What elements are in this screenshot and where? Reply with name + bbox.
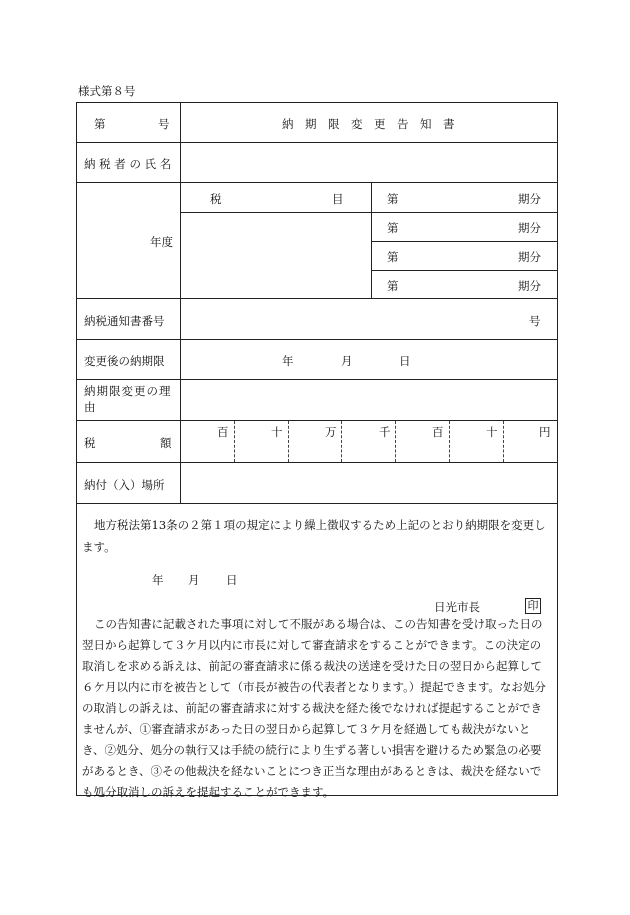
amount-digit-unit: 百 [432,425,444,439]
deadline-year-unit: 年 [282,354,294,368]
issue-day-unit: 日 [226,573,238,587]
fiscal-year-field[interactable] [82,184,146,297]
period-label: 第 [387,192,399,206]
digit-separator [288,421,289,462]
label-column-divider [180,102,181,503]
divider [76,503,558,504]
divider [372,241,558,242]
amount-label-right: 額 [160,436,172,450]
amount-digit-unit: 百 [217,425,229,439]
digit-separator [341,421,342,462]
divider [372,270,558,271]
period-label: 第 [387,221,399,235]
payment-place-label: 納付（入）場所 [84,478,165,492]
divider [181,212,558,213]
new-deadline-label: 変更後の納期限 [84,354,165,368]
divider [76,462,558,463]
amount-digit-unit: 円 [539,425,551,439]
period-unit: 期分 [518,221,541,235]
digit-separator [503,421,504,462]
tax-item-label-left: 税 [210,192,222,206]
reason-label: 納期限変更の理由 [84,384,172,414]
issue-year-unit: 年 [152,573,164,587]
taxpayer-name-field[interactable] [182,144,557,181]
period-unit: 期分 [518,250,541,264]
payment-place-field[interactable] [182,464,557,502]
divider [76,182,558,183]
period-unit: 期分 [518,192,541,206]
fiscal-year-label: 年度 [150,235,173,249]
period-label: 第 [387,250,399,264]
statement-text: 地方税法第13条の２第１項の規定により繰上徴収するため上記のとおり納期限を変更します。 [82,518,546,554]
notice-number-label: 納税通知書番号 [84,314,165,328]
appeal-notice-text: この告知書に記載された事項に対して不服がある場合は、この告知書を受け取った日の翌日から起算して３ケ月以内に市長に対して審査請求をすることができます。この決定の取消しを求める訴えは、前記の審査請求に係る裁決の送達を受けた日の翌日から起算して６ケ月以内に市を被告として（市長が被告の代表者となります。）提起できます。なお処分の取消しの訴えは、前記の審査請求に対する裁決を経た後でなければ提起することができませんが、①審査請求があった日の翌日から起算して３ケ月を経過しても裁決がないとき、②処分、処分の執行又は手続の続行により生ずる著しい損害を避けるため緊急の必要があるとき、③その他裁決を経ないことにつき正当な理由があるときは、裁決を経ないでも処分取消しの訴えを提起することができます。 [82,617,546,799]
digit-separator [234,421,235,462]
digit-separator [449,421,450,462]
number-label-left: 第 [94,117,106,131]
divider [76,339,558,340]
divider [76,379,558,380]
amount-digit-unit: 万 [325,425,337,439]
tax-item-label-right: 目 [332,192,344,206]
divider [76,420,558,421]
amount-digit-unit: 十 [271,425,283,439]
seal-stamp: 印 [525,598,541,614]
deadline-month-unit: 月 [341,354,353,368]
amount-digit-unit: 十 [486,425,498,439]
issuer-name: 日光市長 [434,600,480,614]
issue-month-unit: 月 [188,573,200,587]
divider [76,298,558,299]
amount-label-left: 税 [84,436,96,450]
tax-item-field[interactable] [182,214,370,297]
amount-digit-unit: 千 [379,425,391,439]
period-label: 第 [387,279,399,293]
reason-field[interactable] [182,381,557,419]
notice-number-suffix: 号 [529,314,541,328]
period-unit: 期分 [518,279,541,293]
number-label-right: 号 [158,117,170,131]
deadline-day-unit: 日 [399,354,411,368]
digit-separator [395,421,396,462]
period-column-divider [371,182,372,299]
notice-number-field[interactable] [182,300,522,338]
form-title: 納 期 限 変 更 告 知 書 [282,117,455,131]
taxpayer-name-label: 納 税 者 の 氏 名 [84,157,172,171]
form-number: 様式第８号 [78,84,136,98]
divider [76,142,558,143]
